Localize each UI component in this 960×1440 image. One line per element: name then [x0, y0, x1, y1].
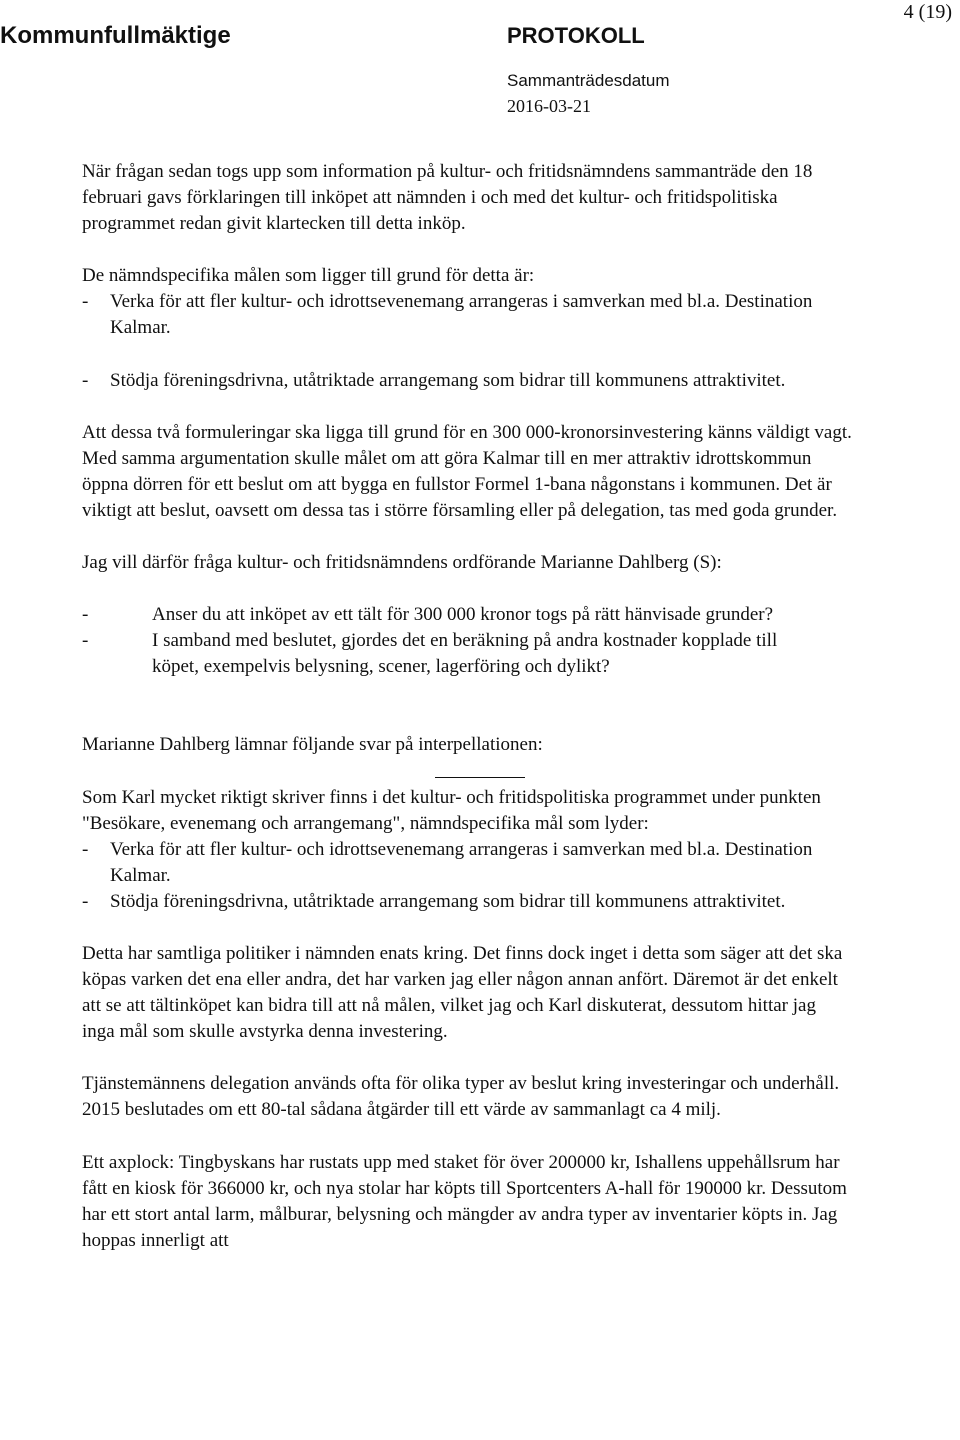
paragraph-3: Att dessa två formuleringar ska ligga till grund för en 300 000-kronorsinvestering känns väldigt vagt. Med samma argumentation skulle målet om att göra Kalmar till en mer attraktiv idrottskommun öppna dörren för ett beslut om att bygga en fullstor Formel 1-bana någonstans i kommunen. Det är viktigt att beslut, oavsett om dessa tas i större församling eller på delegation, tas med goda grunder. [82, 421, 852, 521]
paragraph-7: Detta har samtliga politiker i nämnden enats kring. Det finns dock inget i detta som säger att det ska köpas varken det ena eller andra, det har varken jag eller någon annan anfört. Däremot är det enkelt att se att tältinköpet kan bidra till att nå målen, vilket jag och Karl diskuterat, dessutom hittar jag inga mål som skulle avstyrka denna investering. [82, 942, 843, 1043]
header-doc-type: PROTOKOLL [507, 23, 645, 48]
paragraph-6-intro: Som Karl mycket riktigt skriver finns i det kultur- och fritidspolitiska programmet under punkten "Besökare, evenemang och arrangemang", nämndspecifika mål som lyder: [82, 786, 821, 834]
question-text: I samband med beslutet, gjordes det en beräkning på andra kostnader kopplade till köpet, exempelvis belysning, scener, lagerföring och dylikt? [152, 630, 778, 678]
page-number: 4 (19) [903, 1, 952, 23]
question-item [82, 628, 827, 680]
list-item-text: Verka för att fler kultur- och idrottsevenemang arrangeras i samverkan med bl.a. Destination Kalmar. [110, 838, 813, 886]
header-org: Kommunfullmäktige [0, 22, 231, 49]
list-dash: - [82, 630, 89, 652]
question-text: Anser du att inköpet av ett tält för 300 000 kronor togs på rätt hänvisade grunder? [152, 604, 774, 626]
header-date: 2016-03-21 [507, 96, 591, 116]
list-dash: - [82, 604, 89, 626]
paragraph-1: När frågan sedan togs upp som information på kultur- och fritidsnämndens sammanträde den 18 februari gavs förklaringen till inköpet att nämnden i och med det kultur- och fritidspolitiska programmet redan givit klartecken till detta inköp. [82, 161, 813, 235]
list-item [82, 889, 827, 915]
list-item-text: Verka för att fler kultur- och idrottsevenemang arrangeras i samverkan med bl.a. Destination Kalmar. [110, 291, 813, 339]
paragraph-8: Tjänstemännens delegation används ofta för olika typer av beslut kring investeringar och underhåll. 2015 beslutades om ett 80-tal sådana åtgärder till ett värde av sammanlagt ca 4 milj. [82, 1073, 840, 1121]
paragraph-2-intro: De nämndspecifika målen som ligger till grund för detta är: [82, 265, 535, 287]
document-body [82, 159, 942, 1254]
list-item [82, 837, 842, 889]
list-item [82, 289, 842, 341]
paragraph-4: Jag vill därför fråga kultur- och fritidsnämndens ordförande Marianne Dahlberg (S): [82, 552, 722, 574]
list-dash: - [82, 890, 89, 912]
section-divider [435, 777, 525, 778]
list-item-text: Stödja föreningsdrivna, utåtriktade arrangemang som bidrar till kommunens attraktivitet. [110, 890, 786, 912]
list-dash: - [82, 291, 89, 313]
question-item [82, 602, 827, 628]
paragraph-5: Marianne Dahlberg lämnar följande svar på interpellationen: [82, 734, 543, 756]
list-item-text: Stödja föreningsdrivna, utåtriktade arrangemang som bidrar till kommunens attraktivitet. [110, 369, 786, 391]
paragraph-9: Ett axplock: Tingbyskans har rustats upp med staket för över 200000 kr, Ishallens uppehållsrum har fått en kiosk för 366000 kr, och nya stolar har köpts till Sportcenters A-hall för 190000 kr. Dessutom har ett stort antal larm, målburar, belysning och mängder av andra typer av inventarier köpts in. Jag hoppas innerligt att [82, 1151, 847, 1251]
list-item [82, 368, 827, 394]
header-date-label: Sammanträdesdatum [507, 71, 670, 90]
list-dash: - [82, 369, 89, 391]
list-dash: - [82, 838, 89, 860]
